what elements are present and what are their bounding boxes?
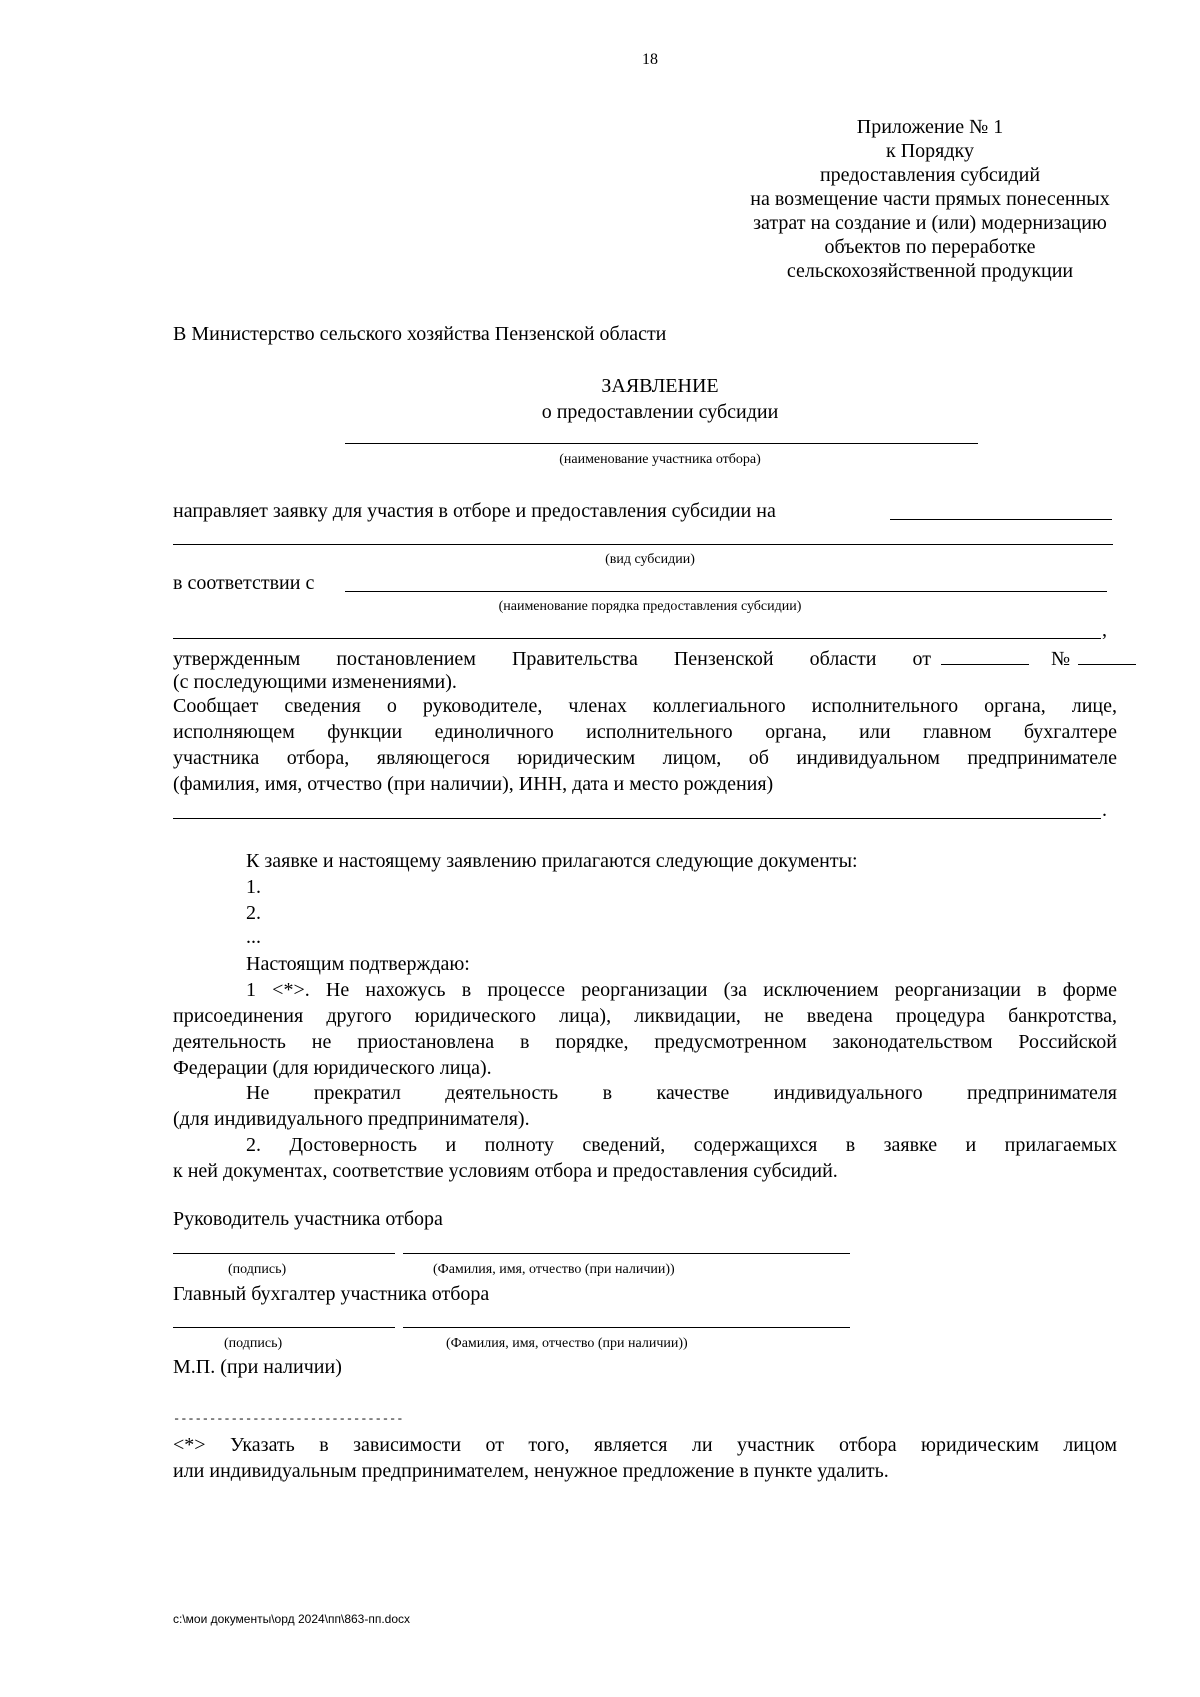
participant-name-caption: (наименование участника отбора) bbox=[559, 452, 761, 467]
file-path: c:\мои документы\орд 2024\пп\863-пп.docx bbox=[173, 1612, 411, 1626]
amendments-text: (с последующими изменениями). bbox=[173, 671, 457, 693]
signature-caption: (подпись) bbox=[228, 1262, 287, 1277]
confirm-ip-line: Не прекратил деятельность в качестве индивидуального предпринимателя bbox=[246, 1082, 1117, 1104]
head-signature-field[interactable] bbox=[173, 1253, 395, 1254]
resolution-date-field[interactable] bbox=[941, 644, 1029, 665]
resolution-number-field[interactable] bbox=[1078, 644, 1136, 665]
signature-caption: (подпись) bbox=[224, 1336, 283, 1351]
approved-by-line bbox=[173, 644, 1117, 671]
accountant-label: Главный бухгалтер участника отбора bbox=[173, 1283, 490, 1305]
info-line: исполняющем функции единоличного исполнительного органа, или главном бухгалтере bbox=[173, 721, 1117, 743]
appendix-line: сельскохозяйственной продукции bbox=[786, 260, 1074, 282]
accountant-signature-field[interactable] bbox=[173, 1327, 395, 1328]
fio-caption: (Фамилия, имя, отчество (при наличии)) bbox=[433, 1262, 675, 1277]
fio-caption: (Фамилия, имя, отчество (при наличии)) bbox=[446, 1336, 688, 1351]
appendix-line: на возмещение части прямых понесенных bbox=[750, 188, 1110, 210]
appendix-line: к Порядку bbox=[886, 140, 974, 162]
document-item: 2. bbox=[246, 902, 261, 924]
page-title: ЗАЯВЛЕНИЕ bbox=[601, 375, 719, 397]
confirm-line: деятельность не приостановлена в порядке, предусмотренном законодательством Российской bbox=[173, 1031, 1117, 1053]
confirm-accuracy-line: 2. Достоверность и полноту сведений, содержащихся в заявке и прилагаемых bbox=[246, 1134, 1117, 1156]
procedure-name-caption: (наименование порядка предоставления субсидии) bbox=[498, 599, 802, 614]
subsidy-purpose-field-cont[interactable] bbox=[173, 544, 1113, 545]
confirm-line: 1 <*>. Не нахожусь в процессе реорганизации (за исключением реорганизации в форме bbox=[246, 979, 1117, 1001]
info-line: участника отбора, являющегося юридическим лицом, об индивидуальном предпринимателе bbox=[173, 747, 1117, 769]
head-fio-field[interactable] bbox=[403, 1253, 850, 1254]
number-sign: № bbox=[1051, 648, 1071, 670]
page-subtitle: о предоставлении субсидии bbox=[541, 401, 779, 423]
document-item: 1. bbox=[246, 876, 261, 898]
subsidy-type-caption: (вид субсидии) bbox=[605, 552, 695, 567]
footnote-separator: -------------------------------- bbox=[173, 1412, 404, 1426]
seal-note: М.П. (при наличии) bbox=[173, 1356, 342, 1378]
page-number: 18 bbox=[642, 51, 658, 68]
info-line: Сообщает сведения о руководителе, членах коллегиального исполнительного органа, лице, bbox=[173, 695, 1117, 717]
period: . bbox=[1102, 799, 1107, 821]
confirm-accuracy-last: к ней документах, соответствие условиям отбора и предоставления субсидий. bbox=[173, 1160, 838, 1182]
subsidy-purpose-field[interactable] bbox=[890, 519, 1112, 520]
info-field[interactable] bbox=[173, 818, 1101, 819]
participant-name-field[interactable] bbox=[345, 443, 978, 444]
addressee: В Министерство сельского хозяйства Пензенской области bbox=[173, 323, 667, 345]
appendix-line: Приложение № 1 bbox=[856, 116, 1004, 138]
document-item: ... bbox=[246, 926, 261, 948]
procedure-name-field[interactable] bbox=[345, 591, 1107, 592]
head-label: Руководитель участника отбора bbox=[173, 1208, 443, 1230]
documents-intro: К заявке и настоящему заявлению прилагаются следующие документы: bbox=[246, 850, 858, 872]
procedure-name-field-cont[interactable] bbox=[173, 638, 1101, 639]
appendix-block bbox=[690, 115, 1170, 283]
confirm-heading: Настоящим подтверждаю: bbox=[246, 953, 470, 975]
appendix-line: предоставления субсидий bbox=[819, 164, 1041, 186]
comma: , bbox=[1102, 619, 1107, 641]
sends-request-text: направляет заявку для участия в отборе и предоставления субсидии на bbox=[173, 500, 776, 522]
info-line-last: (фамилия, имя, отчество (при наличии), ИНН, дата и место рождения) bbox=[173, 773, 774, 795]
confirm-line: присоединения другого юридического лица), ликвидации, не введена процедура банкротства, bbox=[173, 1005, 1117, 1027]
approved-by-text: утвержденным постановлением Правительства Пензенской области от bbox=[173, 648, 931, 670]
accountant-fio-field[interactable] bbox=[403, 1327, 850, 1328]
appendix-line: объектов по переработке bbox=[824, 236, 1036, 258]
in-accordance-text: в соответствии с bbox=[173, 572, 315, 594]
confirm-line-last: Федерации (для юридического лица). bbox=[173, 1057, 492, 1079]
footnote-line: <*> Указать в зависимости от того, является ли участник отбора юридическим лицом bbox=[173, 1434, 1117, 1456]
appendix-line: затрат на создание и (или) модернизацию bbox=[753, 212, 1107, 234]
footnote-line-last: или индивидуальным предпринимателем, ненужное предложение в пункте удалить. bbox=[173, 1460, 889, 1482]
confirm-ip-last: (для индивидуального предпринимателя). bbox=[173, 1108, 530, 1130]
